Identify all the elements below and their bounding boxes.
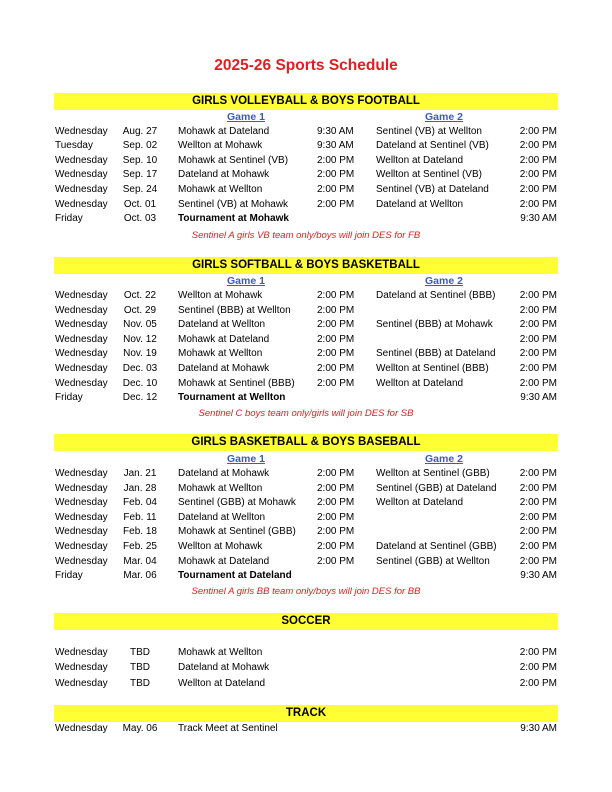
- game-1-matchup: Mohawk at Dateland: [178, 125, 270, 137]
- game-1-matchup: Dateland at Wellton: [178, 319, 266, 331]
- date-cell: Mar. 06: [123, 570, 157, 582]
- date-cell: Jan. 21: [123, 468, 157, 479]
- day-cell: Wednesday: [55, 662, 108, 674]
- game-1-matchup: Dateland at Mohawk: [178, 363, 270, 374]
- game-2-matchup: Dateland at Sentinel (GBB): [376, 541, 497, 552]
- game-1-time: 2:00 PM: [317, 304, 355, 316]
- day-cell: Wednesday: [55, 482, 108, 494]
- game-1-matchup: Tournament at Dateland: [178, 570, 292, 582]
- game-2-time: 2:00 PM: [519, 497, 557, 509]
- schedule-row: [0, 482, 612, 497]
- game-1-matchup: Sentinel (BBB) at Wellton: [178, 304, 291, 316]
- game-1-matchup: Wellton at Mohawk: [178, 541, 263, 552]
- game-2-time: 2:00 PM: [519, 647, 557, 658]
- schedule-row: [0, 555, 612, 570]
- game-1-matchup: Mohawk at Dateland: [178, 555, 270, 567]
- day-cell: Wednesday: [55, 290, 108, 301]
- date-cell: Sep. 24: [122, 183, 158, 195]
- game-2-time: 2:00 PM: [519, 511, 557, 523]
- game-1-time: 2:00 PM: [317, 497, 355, 509]
- schedule-row: [0, 289, 612, 304]
- schedule-row: [0, 139, 612, 154]
- day-cell: Tuesday: [55, 140, 93, 152]
- section-note: Sentinel C boys team only/girls will join DES for SB: [198, 408, 414, 419]
- schedule-row: [0, 304, 612, 319]
- game-1-time: 9:30 AM: [317, 125, 354, 137]
- game-2-matchup: Dateland at Sentinel (BBB): [376, 290, 496, 301]
- schedule-row: [0, 677, 612, 692]
- schedule-row: [0, 212, 612, 227]
- game-2-matchup: Sentinel (VB) at Wellton: [376, 125, 482, 137]
- day-cell: Wednesday: [55, 169, 108, 181]
- game-2-time: 2:00 PM: [519, 468, 557, 479]
- game-2-matchup: Wellton at Sentinel (GBB): [376, 468, 490, 479]
- game-1-matchup: Mohawk at Sentinel (GBB): [178, 526, 296, 538]
- game-2-time: 9:30 AM: [520, 570, 557, 582]
- date-cell: Jan. 28: [123, 482, 157, 494]
- game-2-time: 2:00 PM: [519, 333, 557, 345]
- day-cell: Wednesday: [55, 497, 108, 509]
- game-2-header: Game 2: [425, 111, 463, 123]
- game-2-time: 9:30 AM: [520, 723, 557, 734]
- game-2-matchup: Sentinel (VB) at Dateland: [376, 183, 489, 195]
- schedule-row: [0, 318, 612, 333]
- game-1-matchup: Mohawk at Wellton: [178, 647, 263, 658]
- date-cell: Feb. 04: [123, 497, 157, 509]
- day-cell: Friday: [55, 213, 83, 225]
- game-1-matchup: Wellton at Mohawk: [178, 290, 263, 301]
- date-cell: Feb. 11: [123, 511, 157, 523]
- game-1-matchup: Mohawk at Dateland: [178, 333, 270, 345]
- game-1-matchup: Tournament at Mohawk: [178, 213, 289, 225]
- game-2-header: Game 2: [425, 453, 463, 465]
- schedule-row: [0, 722, 612, 737]
- date-cell: Oct. 22: [123, 290, 157, 301]
- date-cell: TBD: [130, 647, 150, 658]
- game-2-time: 2:00 PM: [519, 363, 557, 374]
- game-2-time: 9:30 AM: [520, 392, 557, 404]
- game-1-time: 2:00 PM: [317, 169, 355, 181]
- date-cell: Aug. 27: [122, 125, 158, 137]
- section-note: Sentinel A girls VB team only/boys will join DES for FB: [191, 230, 421, 241]
- date-cell: Mar. 04: [123, 555, 157, 567]
- date-cell: Sep. 17: [122, 169, 158, 181]
- day-cell: Wednesday: [55, 363, 108, 374]
- schedule-row: [0, 391, 612, 406]
- game-1-matchup: Dateland at Mohawk: [178, 662, 270, 674]
- schedule-row: [0, 183, 612, 198]
- game-2-time: 2:00 PM: [519, 482, 557, 494]
- schedule-row: [0, 377, 612, 392]
- day-cell: Wednesday: [55, 511, 108, 523]
- game-2-time: 2:00 PM: [519, 677, 557, 689]
- game-1-matchup: Dateland at Mohawk: [178, 169, 270, 181]
- date-cell: TBD: [130, 662, 150, 674]
- schedule-row: [0, 467, 612, 482]
- game-2-matchup: Sentinel (GBB) at Dateland: [376, 482, 497, 494]
- day-cell: Wednesday: [55, 723, 108, 734]
- game-2-time: 2:00 PM: [519, 125, 557, 137]
- game-2-time: 2:00 PM: [519, 290, 557, 301]
- day-cell: Wednesday: [55, 555, 108, 567]
- game-1-matchup: Sentinel (VB) at Mohawk: [178, 198, 289, 210]
- game-1-matchup: Dateland at Mohawk: [178, 468, 270, 479]
- date-cell: Dec. 12: [122, 392, 158, 404]
- schedule-row: [0, 511, 612, 526]
- game-2-matchup: Wellton at Sentinel (BBB): [376, 363, 489, 374]
- game-2-time: 2:00 PM: [519, 140, 557, 152]
- game-1-matchup: Mohawk at Sentinel (BBB): [178, 377, 295, 389]
- schedule-row: [0, 362, 612, 377]
- game-1-matchup: Wellton at Mohawk: [178, 140, 263, 152]
- game-2-matchup: Wellton at Dateland: [376, 377, 464, 389]
- date-cell: Oct. 29: [123, 304, 157, 316]
- game-2-time: 2:00 PM: [519, 662, 557, 674]
- game-1-matchup: Dateland at Wellton: [178, 511, 266, 523]
- game-1-time: 2:00 PM: [317, 555, 355, 567]
- game-2-time: 2:00 PM: [519, 377, 557, 389]
- game-2-time: 2:00 PM: [519, 198, 557, 210]
- game-2-time: 2:00 PM: [519, 526, 557, 538]
- date-cell: Feb. 25: [123, 541, 157, 552]
- game-1-time: 9:30 AM: [317, 140, 354, 152]
- date-cell: Sep. 02: [122, 140, 158, 152]
- game-1-matchup: Sentinel (GBB) at Mohawk: [178, 497, 296, 509]
- schedule-row: [0, 661, 612, 676]
- schedule-row: [0, 154, 612, 169]
- schedule-row: [0, 168, 612, 183]
- game-2-time: 2:00 PM: [519, 555, 557, 567]
- date-cell: Nov. 19: [123, 348, 157, 360]
- date-cell: Nov. 12: [123, 333, 157, 345]
- day-cell: Wednesday: [55, 541, 108, 552]
- game-2-time: 2:00 PM: [519, 154, 557, 166]
- game-2-matchup: Sentinel (BBB) at Dateland: [376, 348, 496, 360]
- game-1-matchup: Wellton at Dateland: [178, 677, 266, 689]
- game-1-matchup: Tournament at Wellton: [178, 392, 286, 404]
- game-2-matchup: Sentinel (GBB) at Wellton: [376, 555, 490, 567]
- section-heading: TRACK: [54, 705, 558, 722]
- schedule-row: [0, 540, 612, 555]
- game-2-time: 2:00 PM: [519, 183, 557, 195]
- game-2-matchup: Wellton at Sentinel (VB): [376, 169, 482, 181]
- day-cell: Wednesday: [55, 319, 108, 331]
- game-1-time: 2:00 PM: [317, 363, 355, 374]
- day-cell: Wednesday: [55, 377, 108, 389]
- game-1-time: 2:00 PM: [317, 482, 355, 494]
- date-cell: Dec. 10: [122, 377, 158, 389]
- game-2-time: 9:30 AM: [520, 213, 557, 225]
- game-1-header: Game 1: [227, 453, 265, 465]
- date-cell: Sep. 10: [122, 154, 158, 166]
- game-2-time: 2:00 PM: [519, 304, 557, 316]
- date-cell: May. 06: [122, 723, 158, 734]
- game-2-header: Game 2: [425, 275, 463, 287]
- game-2-matchup: Sentinel (BBB) at Mohawk: [376, 319, 493, 331]
- section-heading: GIRLS SOFTBALL & BOYS BASKETBALL: [54, 257, 558, 274]
- page-title: 2025-26 Sports Schedule: [214, 57, 398, 74]
- game-2-matchup: Dateland at Wellton: [376, 198, 464, 210]
- date-cell: Nov. 05: [123, 319, 157, 331]
- day-cell: Wednesday: [55, 154, 108, 166]
- game-2-time: 2:00 PM: [519, 319, 557, 331]
- day-cell: Wednesday: [55, 304, 108, 316]
- schedule-row: [0, 333, 612, 348]
- schedule-row: [0, 347, 612, 362]
- section-note: Sentinel A girls BB team only/boys will join DES for BB: [191, 586, 421, 597]
- game-2-time: 2:00 PM: [519, 169, 557, 181]
- game-1-matchup: Mohawk at Sentinel (VB): [178, 154, 289, 166]
- day-cell: Wednesday: [55, 468, 108, 479]
- game-1-time: 2:00 PM: [317, 290, 355, 301]
- schedule-row: [0, 125, 612, 140]
- game-2-matchup: Wellton at Dateland: [376, 154, 464, 166]
- schedule-row: [0, 496, 612, 511]
- date-cell: Feb. 18: [123, 526, 157, 538]
- game-1-header: Game 1: [227, 275, 265, 287]
- game-1-time: 2:00 PM: [317, 541, 355, 552]
- day-cell: Friday: [55, 392, 83, 404]
- section-heading: GIRLS BASKETBALL & BOYS BASEBALL: [54, 434, 558, 451]
- game-1-time: 2:00 PM: [317, 183, 355, 195]
- game-1-matchup: Mohawk at Wellton: [178, 183, 263, 195]
- date-cell: Dec. 03: [122, 363, 158, 374]
- game-1-time: 2:00 PM: [317, 198, 355, 210]
- game-1-time: 2:00 PM: [317, 333, 355, 345]
- date-cell: Oct. 01: [123, 198, 157, 210]
- day-cell: Wednesday: [55, 526, 108, 538]
- game-2-time: 2:00 PM: [519, 348, 557, 360]
- schedule-row: [0, 525, 612, 540]
- game-1-time: 2:00 PM: [317, 154, 355, 166]
- date-cell: Oct. 03: [123, 213, 157, 225]
- section-heading: GIRLS VOLLEYBALL & BOYS FOOTBALL: [54, 93, 558, 110]
- game-1-time: 2:00 PM: [317, 319, 355, 331]
- day-cell: Friday: [55, 570, 83, 582]
- game-2-matchup: Wellton at Dateland: [376, 497, 464, 509]
- day-cell: Wednesday: [55, 348, 108, 360]
- schedule-row: [0, 198, 612, 213]
- day-cell: Wednesday: [55, 198, 108, 210]
- game-1-time: 2:00 PM: [317, 348, 355, 360]
- day-cell: Wednesday: [55, 647, 108, 658]
- game-2-time: 2:00 PM: [519, 541, 557, 552]
- game-1-matchup: Mohawk at Wellton: [178, 482, 263, 494]
- game-1-time: 2:00 PM: [317, 511, 355, 523]
- game-1-header: Game 1: [227, 111, 265, 123]
- game-1-matchup: Track Meet at Sentinel: [178, 723, 278, 734]
- game-1-time: 2:00 PM: [317, 468, 355, 479]
- game-1-time: 2:00 PM: [317, 377, 355, 389]
- day-cell: Wednesday: [55, 183, 108, 195]
- game-1-time: 2:00 PM: [317, 526, 355, 538]
- date-cell: TBD: [130, 677, 150, 689]
- game-2-matchup: Dateland at Sentinel (VB): [376, 140, 489, 152]
- day-cell: Wednesday: [55, 333, 108, 345]
- schedule-row: [0, 569, 612, 584]
- section-heading: SOCCER: [54, 613, 558, 630]
- schedule-row: [0, 646, 612, 661]
- day-cell: Wednesday: [55, 125, 108, 137]
- day-cell: Wednesday: [55, 677, 108, 689]
- game-1-matchup: Mohawk at Wellton: [178, 348, 263, 360]
